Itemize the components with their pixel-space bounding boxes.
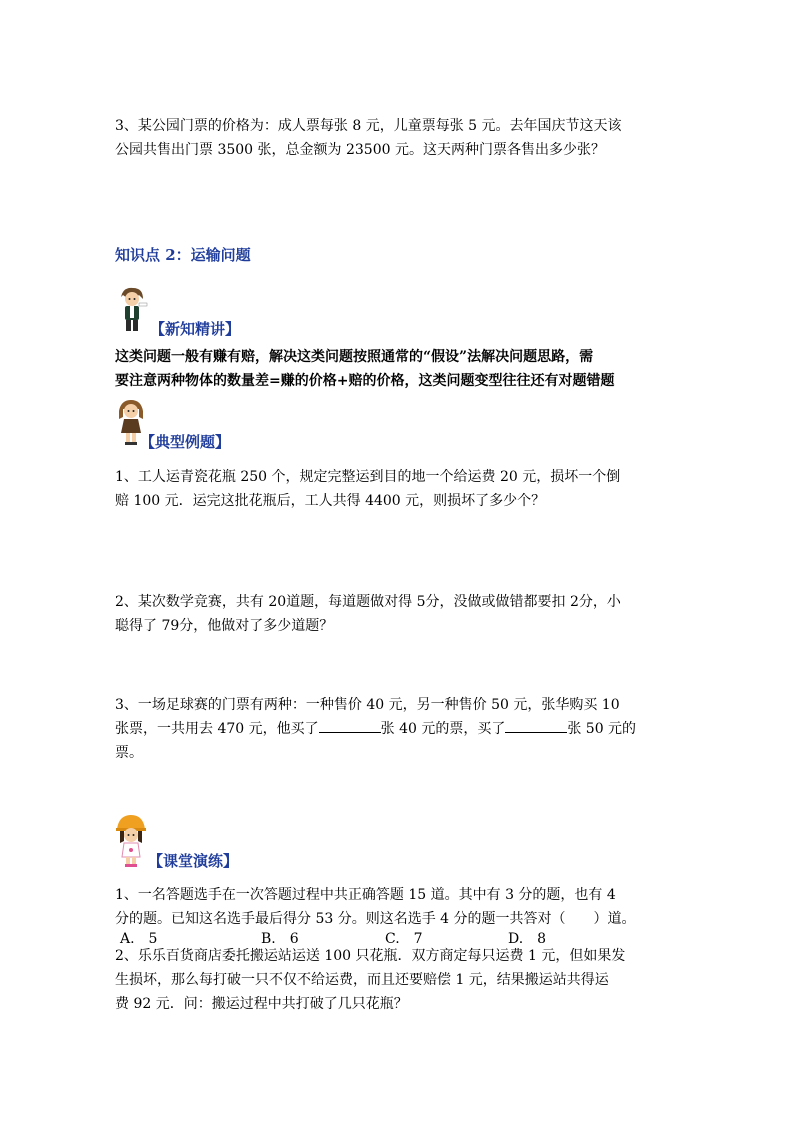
- new-knowledge-line-1: 这类问题一般有赚有赔，解决这类问题按照通常的“假设”法解决问题思路，需: [115, 349, 594, 365]
- option-b: B. 6: [261, 931, 299, 947]
- answer-blank-1: [319, 719, 381, 733]
- examples-title: 【典型例题】: [140, 433, 231, 451]
- practice-2-line-2: 生损坏，那么每打破一只不仅不给运费，而且还要赔偿 1 元，结果搬运站共得运: [115, 972, 609, 988]
- example-2: [115, 590, 675, 638]
- example-3-line-2a: 张票，一共用去 470 元，他买了: [115, 721, 319, 737]
- new-knowledge-text: [115, 345, 675, 393]
- practice-title: 【课堂演练】: [148, 852, 239, 870]
- problem-3-line-2: 公园共售出门票 3500 张，总金额为 23500 元。这天两种门票各售出多少张？: [115, 142, 605, 158]
- practice-2-line-3: 费 92 元．问：搬运过程中共打破了几只花瓶？: [115, 996, 408, 1012]
- practice-2-line-1: 2、乐乐百货商店委托搬运站运送 100 只花瓶．双方商定每只运费 1 元，但如果发: [115, 948, 626, 964]
- example-1-line-2: 赔 100 元．运完这批花瓶后，工人共得 4400 元，则损坏了多少个？: [115, 493, 546, 509]
- cartoon-boy-icon: [113, 285, 151, 335]
- example-2-line-1: 2、某次数学竞赛，共有 20道题，每道题做对得 5分，没做或做错都要扣 2分，小: [115, 594, 621, 610]
- section-title: 知识点 2：运输问题: [115, 246, 251, 264]
- example-2-line-2: 聪得了 79分，他做对了多少道题？: [115, 618, 334, 634]
- example-3: [115, 693, 675, 765]
- example-3-line-2c: 张 50 元的: [567, 721, 637, 737]
- example-3-line-2b: 张 40 元的票，买了: [380, 721, 506, 737]
- answer-blank-2: [505, 719, 567, 733]
- option-d: D. 8: [508, 931, 547, 947]
- example-1: [115, 465, 675, 513]
- new-knowledge-title: 【新知精讲】: [150, 320, 241, 338]
- practice-1-line-1: 1、一名答题选手在一次答题过程中共正确答题 15 道。其中有 3 分的题，也有 4: [115, 887, 616, 903]
- option-a: A. 5: [120, 931, 158, 947]
- example-3-line-2: [115, 717, 675, 741]
- practice-1: [115, 883, 675, 931]
- cartoon-girl-hat-icon: [113, 813, 149, 869]
- practice-1-line-2: 分的题。已知这名选手最后得分 53 分。则这名选手 4 分的题一共答对（ ）道。: [115, 911, 636, 927]
- problem-3: [115, 114, 675, 162]
- example-3-line-3: 票。: [115, 745, 143, 761]
- new-knowledge-line-2: 要注意两种物体的数量差=赚的价格+赔的价格，这类问题变型往往还有对题错题: [115, 373, 615, 389]
- example-1-line-1: 1、工人运青瓷花瓶 250 个，规定完整运到目的地一个给运费 20 元，损坏一个倒: [115, 469, 621, 485]
- option-c: C. 7: [385, 931, 423, 947]
- problem-3-line-1: 3、某公园门票的价格为：成人票每张 8 元，儿童票每张 5 元。去年国庆节这天该: [115, 118, 622, 134]
- practice-2: [115, 944, 675, 1016]
- example-3-line-1: 3、一场足球赛的门票有两种：一种售价 40 元，另一种售价 50 元，张华购买 10: [115, 697, 620, 713]
